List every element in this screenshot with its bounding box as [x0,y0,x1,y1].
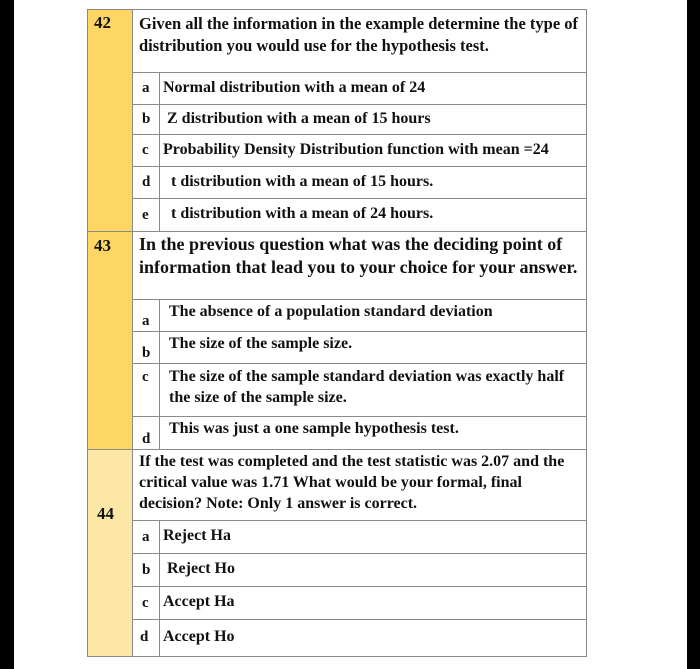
option-letter-cell [132,363,159,416]
question-text: If the test was completed and the test statistic was 2.07 and the critical value was 1.71 What would be your formal, final decision? Note: Only 1 answer is correct. [139,453,565,512]
option-text: Normal distribution with a mean of 24 [163,79,426,96]
option-text: Accept Ha [163,593,235,610]
option-43c[interactable] [159,363,587,416]
option-letter: a [142,80,150,96]
option-letter: a [142,313,150,329]
question-number: 44 [97,504,114,523]
question-number-cell-44 [87,449,132,657]
option-42c[interactable] [159,134,587,166]
option-letter: e [142,207,149,223]
option-letter-cell [132,299,159,331]
option-42e[interactable] [159,198,587,231]
question-number-cell-42 [87,9,132,231]
option-44d[interactable] [159,619,587,657]
question-text-cell-44 [132,449,587,520]
option-44c[interactable] [159,586,587,619]
option-text: Reject Ha [163,527,231,544]
right-black-border [687,0,700,669]
question-text: In the previous question what was the deciding point of information that lead you to your choice for your answer. [139,234,578,277]
option-42d[interactable] [159,166,587,198]
option-letter: a [142,529,150,545]
left-black-border [0,0,14,669]
option-letter-cell [132,619,159,657]
option-43a[interactable] [159,299,587,331]
option-text: Probability Density Distribution function with mean =24 [163,141,549,158]
question-number-cell-43 [87,231,132,449]
option-text: The size of the sample size. [169,335,353,352]
option-text: This was just a one sample hypothesis test. [169,420,459,437]
option-letter: d [142,174,151,190]
option-43d[interactable] [159,416,587,449]
option-letter-cell [132,72,159,104]
option-letter: c [142,142,149,158]
option-letter: b [142,345,151,361]
option-text: The size of the sample standard deviation was exactly half the size of the sample size. [169,368,565,406]
option-text: Accept Ho [163,628,235,645]
option-letter: c [142,369,149,385]
option-letter-cell [132,331,159,363]
option-letter: d [140,629,149,645]
option-42b[interactable] [159,104,587,134]
question-number: 43 [94,236,111,255]
option-letter-cell [132,198,159,231]
option-text: t distribution with a mean of 15 hours. [171,173,434,190]
option-44a[interactable] [159,520,587,553]
option-letter-cell [132,104,159,134]
option-42a[interactable] [159,72,587,104]
option-letter-cell [132,553,159,586]
option-text: Reject Ho [167,560,235,577]
question-text-cell-42 [132,9,587,72]
option-44b[interactable] [159,553,587,586]
option-text: The absence of a population standard deviation [169,303,493,320]
option-text: Z distribution with a mean of 15 hours [167,110,431,127]
question-number: 42 [94,13,111,32]
option-text: t distribution with a mean of 24 hours. [171,205,434,222]
question-text-cell-43 [132,231,587,299]
option-letter: c [142,595,149,611]
option-letter-cell [132,416,159,449]
option-letter-cell [132,586,159,619]
option-letter-cell [132,134,159,166]
option-letter-cell [132,520,159,553]
option-letter-cell [132,166,159,198]
option-letter: b [142,562,151,578]
option-letter: d [142,431,151,447]
option-43b[interactable] [159,331,587,363]
option-letter: b [142,111,151,127]
question-text: Given all the information in the example determine the type of distribution you would use for the hypothesis test. [139,14,579,55]
